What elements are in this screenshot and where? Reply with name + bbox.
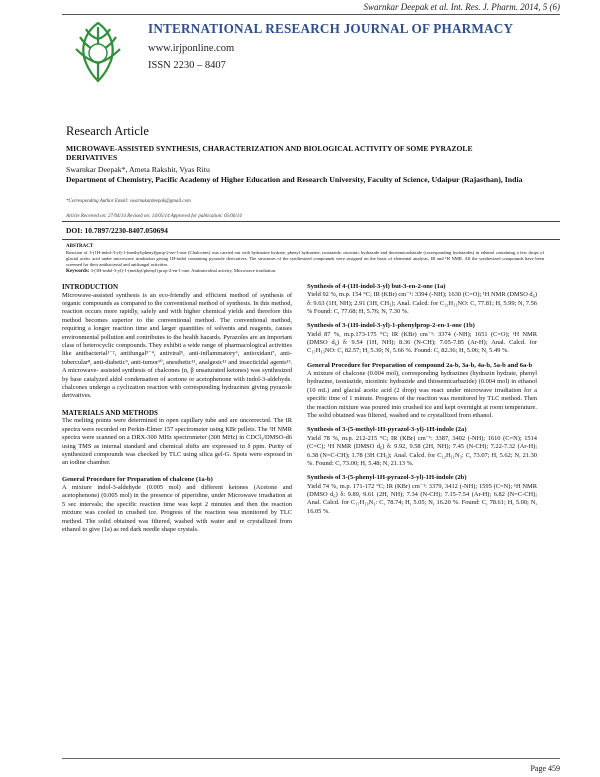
abstract (66, 243, 544, 275)
left-column (62, 283, 292, 534)
paragraph-synthesis-1b: Yield 87 %, m.p.173-175 °C; IR (KBr) cm⁻¹: 3374 (-NH); 1651 (C=O); ¹H NMR (DMSO d₆) δ: 9.54 (1H, NH); 8.36 (N-CH); 7.05-7.85 (Ar-H); Anal. Calcd. for C₁₇H₁₃NO: C, 82.57; H, 5.30; N, 5.66 %. Found: C, 82.36; H, 5.06; N, 5.49 %. (307, 330, 537, 355)
paragraph-general-procedure-compounds: A mixture of chalcone (0.004 mol), corresponding hydrazines (hydrazin hydrate, phenyl hydrazine, isoniazide, nicotinic hydrazide and thiosemicarbazide) (0.004 mol) in ethanol (10 mL) and glacial acetic acid (2 drop) was react under microwave irradiation for a specific time of 1 minute. Progress of the reaction was monitored by TLC method. Then the reaction mixture was poured into crushed ice and kept overnight at room temperature. The solid obtained was filtered, washed and re crystallized from ethanol. (307, 370, 537, 420)
abstract-label: ABSTRACT (66, 244, 94, 249)
doi[interactable]: DOI: 10.7897/2230-8407.050694 (66, 226, 168, 235)
article-dates: Article Received on: 27/04/14 Revised on: 14/05/14 Approved for publication: 05/06/14 (66, 214, 242, 219)
abstract-text: Reaction of 3-(1H-indol-3-yl)-1-(methyl/phenyl)prop-2-en-1-one (Chalcones) was carried out with hydrazine hydrate, phenyl hydrazine, isoniazide, nicotinic hydrazide and thiosemicarbazide (corresponding hydrazides) in ethanol containing a few drops of glacial acetic acid under microwave irradiation giving 1H-indol containing pyrazole derivatives. The structures of the synthesized compounds were assigned on the basis of elemental analysis, IR and ¹H NMR. All the synthesized compounds have been screened for their antibacterial and antifungal activities. (66, 249, 544, 267)
paragraph-introduction: Microwave-assisted synthesis is an eco-friendly and efficient method of synthesis of organic compounds as compared to the conventional method of synthesis. In this method, reaction occurs more rapidly, safely and with higher chemical yields and therefore this method becomes superior to the conventional method. The conventional method, requiring a longer reaction time and larger quantities of solvents and reagents, causes environmental pollution and contributes to the health hazards. Pyrazoles are an important class of heterocyclic compounds. They exhibit a wide range of pharmacological activities like antibacterial¹⁻², antifungal³⁻⁴, antiviral⁵, anti-inflammatory⁶, antioxidant⁷, anti-tubercular⁸, anti-diabetic⁹, anti-tumor¹⁰, anesthetic¹¹, analgesic¹² and insecticidal agents¹³. A microwave- assisted synthesis of chalcones (α, β unsaturated ketones) was synthesized by base catalyzed aldol condensation of acetone or acetophenone with indol-3-aldehyde. chalcones undergo a cyclization reaction with corresponding hydrazines giving pyrazole derivatives. (62, 291, 292, 400)
subheading-synthesis-1a: Synthesis of 4-(1H-indol-3-yl) but-3-en-2-one (1a) (307, 283, 446, 290)
header-rule (62, 14, 560, 15)
journal-issn: ISSN 2230 – 8407 (148, 60, 226, 71)
article-type: Research Article (66, 124, 149, 138)
subheading-synthesis-2a: Synthesis of 3-(5-methyl-1H-pyrazol-3-yl)-1H-indole (2a) (307, 426, 467, 434)
subheading-general-procedure-compounds: General Procedure for Preparation of compound 2a-b, 3a-b, 4a-b, 5a-b and 6a-b (307, 361, 533, 369)
authors: Swarnkar Deepak*, Ameta Rakshit, Vyas Ritu (66, 165, 210, 174)
page-number: Page 459 (530, 764, 560, 773)
paragraph-synthesis-2a: Yield 78 %, m.p. 212-215 °C; IR (KBr) cm⁻¹: 3387, 3402 (-NH); 1610 (C=N); 1514 (C=C); ¹H NMR (DMSO d₆) δ: 9.92, 9.58 (2H, NH); 7.45 (N-CH); 7.22-7.32 (Ar-H); 6.38 (N=C-CH); 1.78 (3H CH₃); Anal. Calcd. for C₁₂H₁₁N₃: C, 73.07; H, 5.62; N, 21.30 %. Found: C, 73.00; H, 5.48; N, 21.13 %. (307, 434, 537, 467)
corresponding-author: *Corresponding Author Email: swarnakardeepak@gmail.com (66, 199, 191, 204)
keywords-text: 3-(1H-indol-3-yl)-1-(methyl/phenyl) prop-2-en-1-one, Antimicrobial activity, Microwave irradiation. (90, 267, 277, 273)
right-column (307, 283, 537, 516)
keywords-label: Keywords: (66, 268, 90, 274)
paragraph-materials-methods: The melting points were determined in open capillary tube and are uncorrected. The IR spectra were recorded on Perkin-Elmer 157 spectrometer using KBr pellets. The ¹H NMR spectra were scanned on a DRX-300 MHz spectrometer (300 MHz) in CDCl₃/DMSO-d6 using TMS as internal standard and chemical shifts are expressed in δ ppm. Purity of synthesized compounds was checked by TLC using silica gel-G. Spots were exposed in an iodine chamber. (62, 417, 292, 467)
affiliation: Department of Chemistry, Pacific Academy of Higher Education and Research University, Faculty of Science, Udaipur (Rajasthan), India (66, 175, 523, 184)
subheading-synthesis-2b: Synthesis of 3-(5-phenyl-1H-pyrazol-3-yl)-1H-indole (2b) (307, 474, 467, 482)
paragraph-general-procedure-chalcone: A mixture indol-3-aldehyde (0.005 mol) and different ketones (Acetone and acetophenone) (0.005 mol) in the presence of piperidine, under Microwave irradiation at 5 sec intervals; the specific reaction time was kept 2 minutes and then the reaction mixture was cooled in crushed ice. Progress of the reaction was monitored by TLC method. The solid obtained was filtered, washed with water and re crystallized from ethanol to give (1a) as red dark needle shape crystals. (62, 483, 292, 533)
footer-rule (62, 758, 560, 759)
subheading-synthesis-1b: Synthesis of 3-(1H-indol-3-yl)-1-phenylprop-2-en-1-one (1b) (307, 322, 475, 330)
divider (62, 239, 560, 240)
subheading-general-procedure-chalcone: General Procedure for Preparation of chalcone (1a-b) (62, 475, 213, 483)
paragraph-synthesis-2b: Yield 74 %, m.p. 171-172 °C; IR (KBr) cm⁻¹: 3379, 3412 (-NH); 1595 (C=N); ¹H NMR (DMSO d₆) δ: 9.89, 9.61 (2H, NH); 7.34 (N-CH); 7.15-7.54 (Ar-H); 6.82 (N=C-CH); Anal. Calcd. for C₁₇H₁₃N₃: C, 78.74; H, 5.05; N, 16.20 %. Found: C, 78.61; H, 5.00; N, 16.05 %. (307, 482, 537, 515)
journal-logo (66, 19, 130, 85)
section-heading-materials-methods: MATERIALS AND METHODS (62, 408, 158, 417)
journal-url[interactable]: www.irjponline.com (148, 43, 235, 54)
running-head: Swarnkar Deepak et al. Int. Res. J. Pharm. 2014, 5 (6) (363, 2, 560, 12)
paragraph-synthesis-1a: Yield 92 %, m.p. 154 °C; IR (KBr) cm⁻¹: 3394 (-NH); 1630 (C=O); ¹H NMR (DMSO d₆) δ: 9.63 (1H, NH); 2.91 (3H, CH₃); Anal. Calcd. for C₁₂H₁₁NO: C, 77.81; H, 5.99; N, 7.56 % Found: C, 77.68; H, 5.76; N, 7.30 %. (307, 291, 537, 316)
divider (62, 221, 560, 222)
paper-title: MICROWAVE-ASSISTED SYNTHESIS, CHARACTERIZATION AND BIOLOGICAL ACTIVITY OF SOME PYRAZOLE DERIVATIVES (66, 144, 473, 163)
section-heading-introduction: INTRODUCTION (62, 283, 119, 291)
journal-title: INTERNATIONAL RESEARCH JOURNAL OF PHARMACY (148, 21, 514, 36)
